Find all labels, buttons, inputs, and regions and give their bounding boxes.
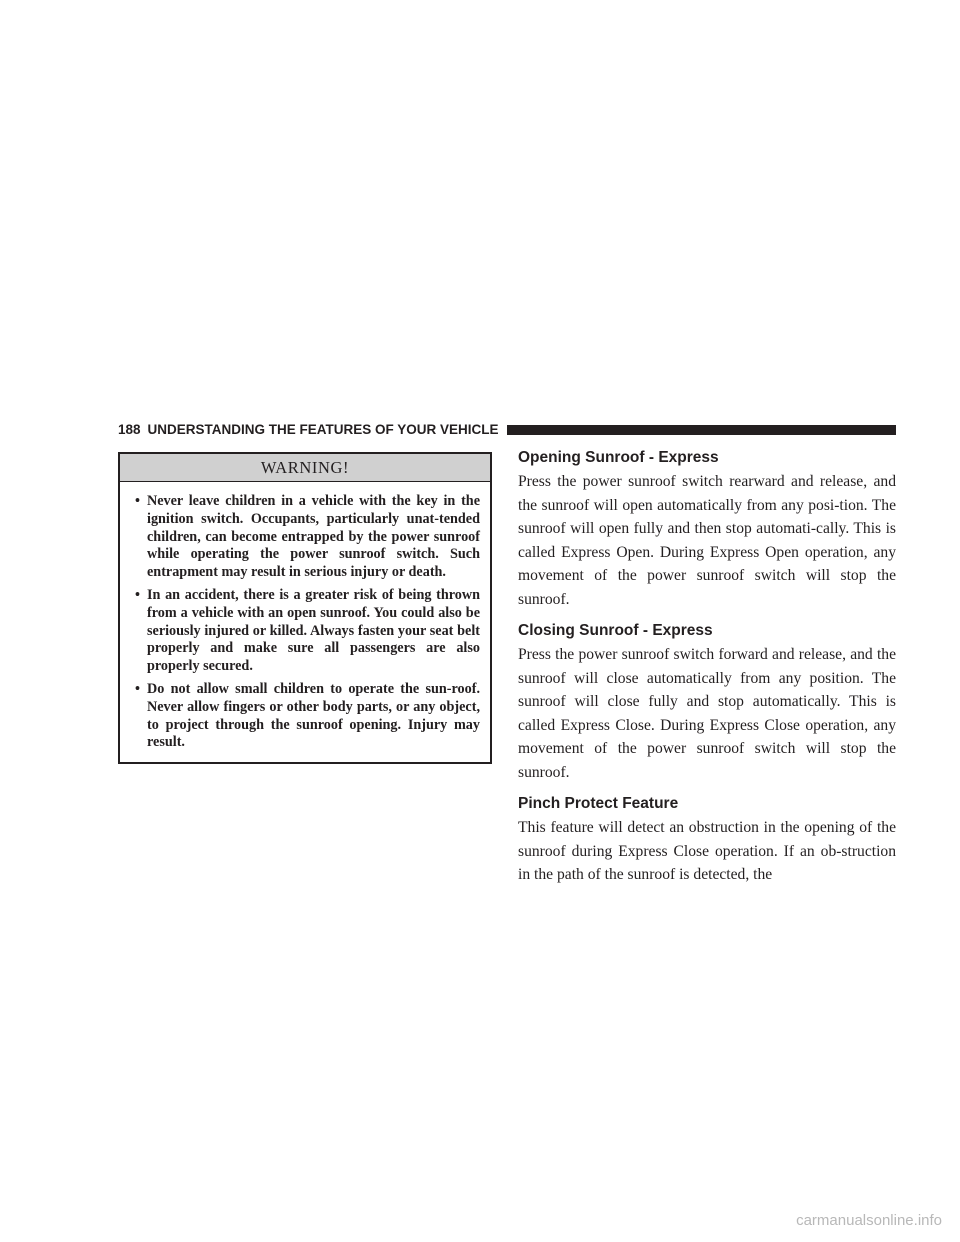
warning-item-text: In an accident, there is a greater risk of being thrown from a vehicle with an open sunroof. You could also be seriously injured or killed. Always fasten your seat belt properly and make sure all passengers are also properly secured.: [147, 586, 480, 675]
bullet-icon: •: [135, 680, 140, 697]
warning-item-text: Never leave children in a vehicle with the key in the ignition switch. Occupants, particularly unat-tended children, can become entrapped by the power sunroof while operating the power sunroof switch. Such entrapment may result in serious injury or death.: [147, 493, 480, 581]
section-title-pinch-protect: Pinch Protect Feature: [518, 795, 679, 812]
warning-box: [118, 452, 492, 764]
watermark-text: carmanualsonline.info: [796, 1212, 942, 1229]
section-title-opening-express: Opening Sunroof - Express: [518, 449, 719, 466]
chapter-title: UNDERSTANDING THE FEATURES OF YOUR VEHICLE: [147, 421, 499, 437]
page-number: 188: [118, 421, 141, 437]
header-rule: [507, 425, 896, 435]
right-column: [518, 448, 896, 897]
section-body-pinch-protect: This feature will detect an obstruction in the opening of the sunroof during Express Close operation. If an ob-struction in the path of the sunroof is detected, the: [518, 819, 896, 883]
warning-item: [135, 587, 480, 676]
warning-item: [135, 681, 480, 752]
warning-item-text: Do not allow small children to operate the sun-roof. Never allow fingers or other body parts, or any object, to project through the sunroof opening. Injury may result.: [147, 680, 480, 751]
warning-list: [120, 482, 490, 752]
bullet-icon: •: [135, 586, 140, 603]
section-body-closing-express: Press the power sunroof switch forward and release, and the sunroof will close automatically from any position. The sunroof will close fully and stop automatically. This is called Express Close. During Express Close operation, any movement of the power sunroof switch will stop the sunroof.: [518, 646, 896, 781]
page-header: [118, 418, 896, 440]
section-title-closing-express: Closing Sunroof - Express: [518, 622, 713, 639]
warning-heading: WARNING!: [120, 454, 490, 482]
warning-item: [135, 493, 480, 582]
section-body-opening-express: Press the power sunroof switch rearward and release, and the sunroof will open automatically from any posi-tion. The sunroof will open fully and then stop automati-cally. This is called Express Open. During Express Open operation, any movement of the power sunroof switch will stop the sunroof.: [518, 473, 896, 608]
bullet-icon: •: [135, 493, 140, 509]
